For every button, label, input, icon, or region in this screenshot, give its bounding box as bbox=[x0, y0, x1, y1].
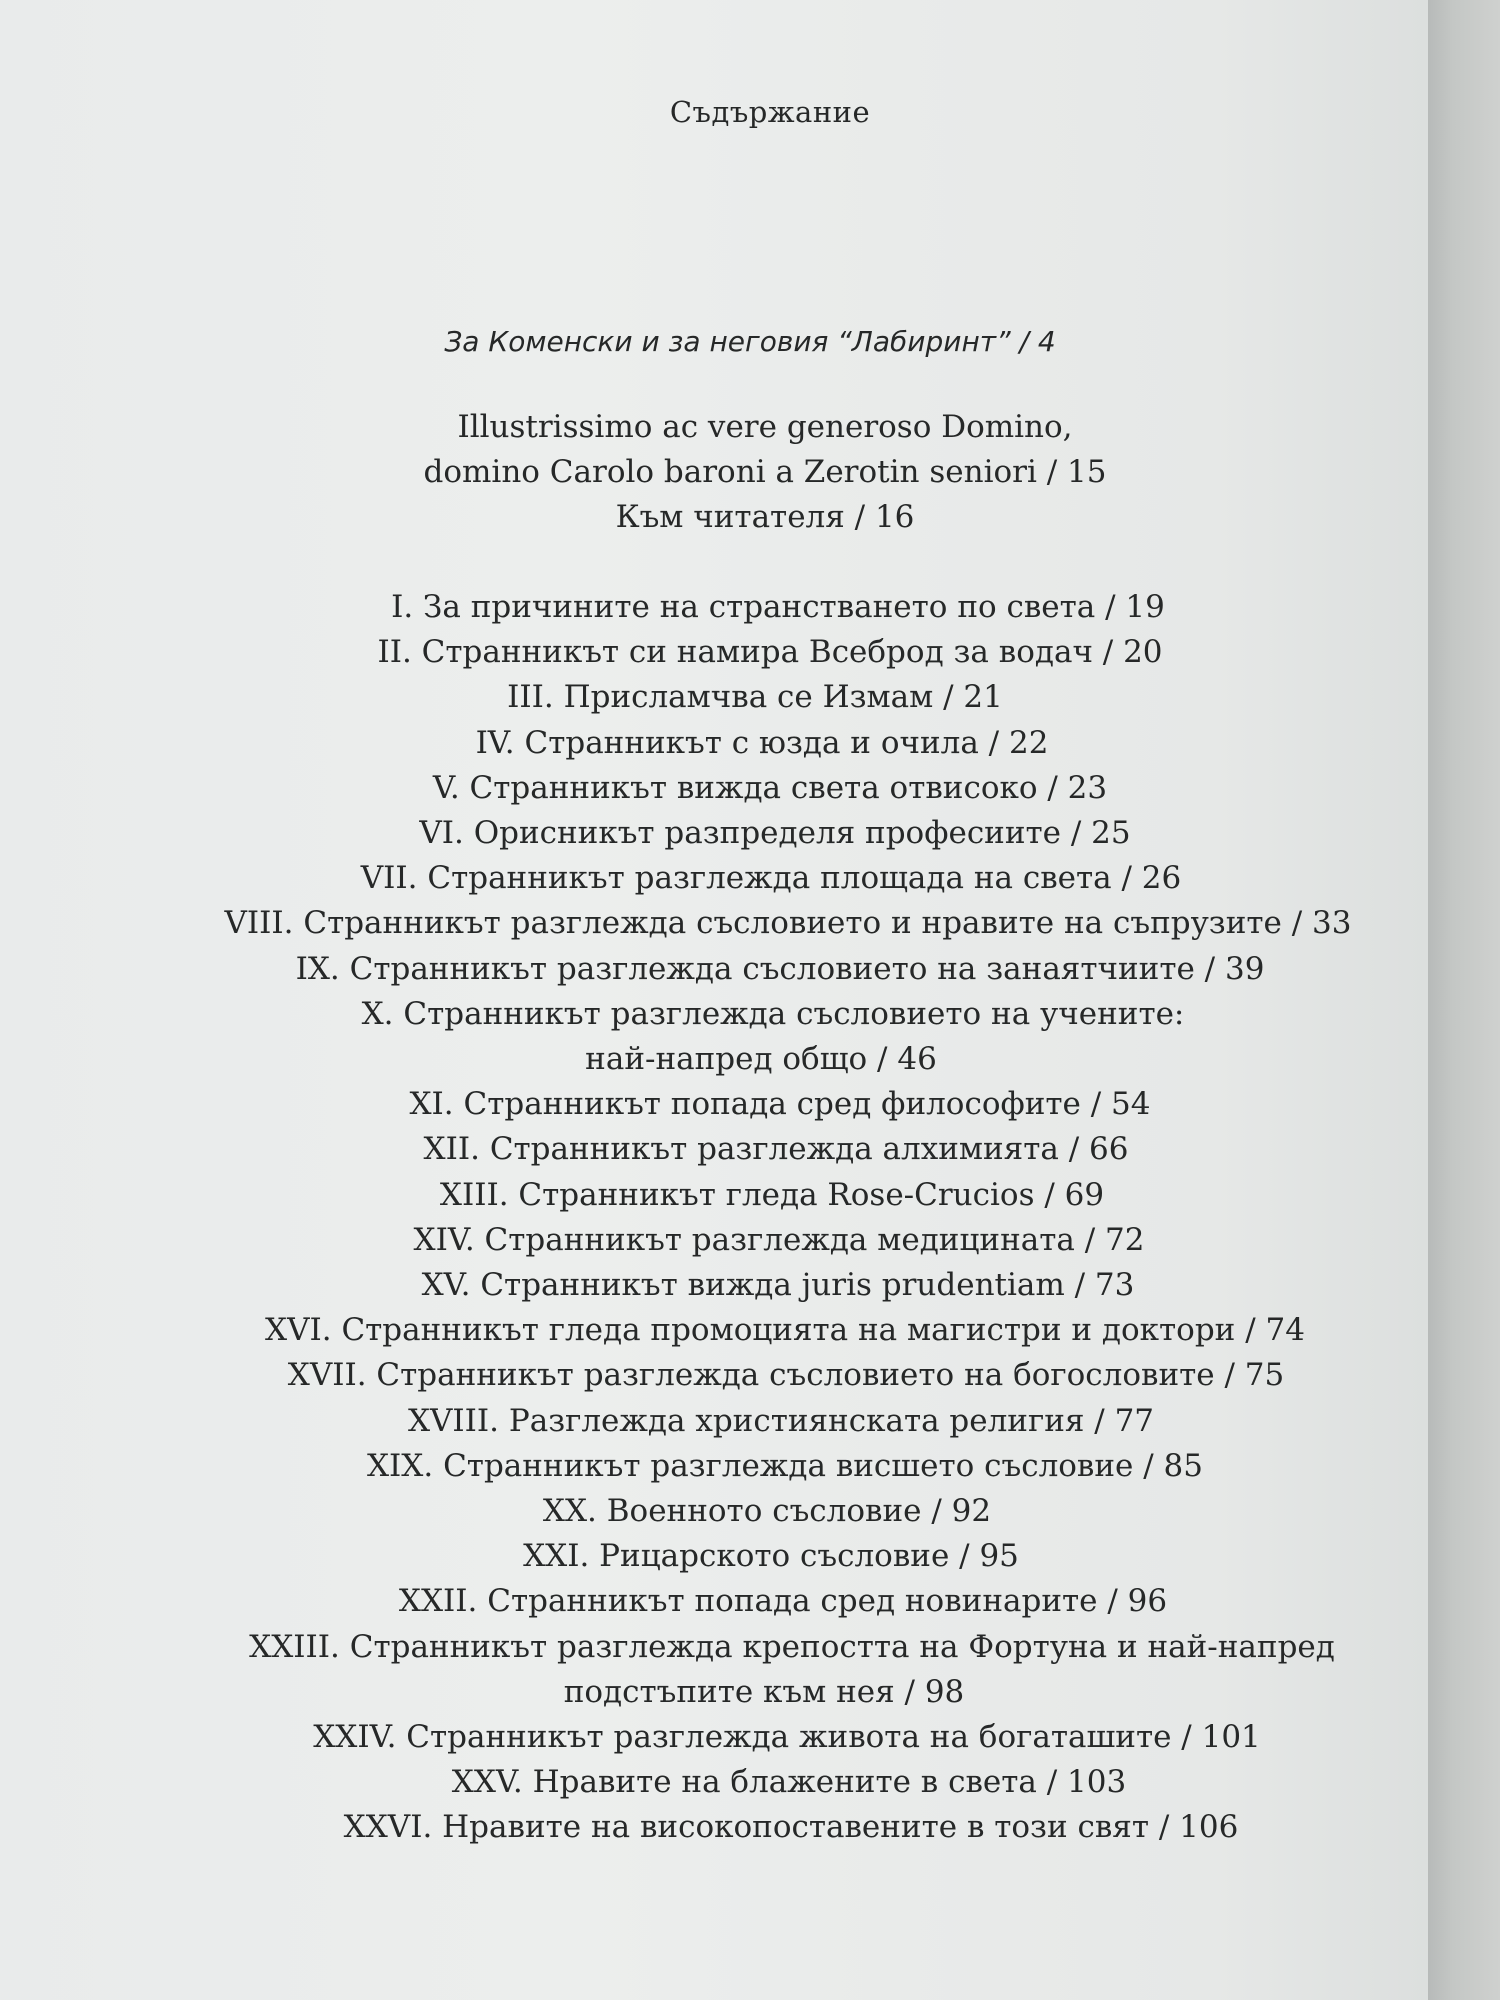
toc-front-matter bbox=[0, 405, 1500, 540]
toc-chapter-line: XIII. Странникът гледа Rose-Crucios / 69 bbox=[439, 1176, 1105, 1213]
toc-chapter-line: IX. Странникът разглежда съсловието на занаятчиите / 39 bbox=[295, 950, 1265, 987]
toc-front-line: domino Carolo baroni a Zerotin seniori / 15 bbox=[423, 454, 1107, 490]
toc-chapter-line: XXVI. Нравите на високопоставените в този свят / 106 bbox=[343, 1809, 1239, 1846]
toc-chapter-line: X. Странникът разглежда съсловието на учените: bbox=[361, 995, 1185, 1032]
toc-chapter-line: XVII. Странникът разглежда съсловието на богословите / 75 bbox=[287, 1357, 1285, 1394]
toc-chapter-line: XI. Странникът попада сред философите / 54 bbox=[409, 1086, 1151, 1123]
page-title: Съдържание bbox=[669, 95, 871, 129]
toc-chapter-list bbox=[0, 585, 1500, 1851]
toc-chapter-line: IV. Странникът с юзда и очила / 22 bbox=[475, 724, 1049, 761]
toc-chapter-line: V. Странникът вижда света отвисоко / 23 bbox=[432, 769, 1108, 806]
toc-chapter-line: XII. Странникът разглежда алхимията / 66 bbox=[423, 1131, 1129, 1168]
toc-chapter-line: XX. Военното съсловие / 92 bbox=[542, 1493, 992, 1530]
toc-chapter-line: XXII. Странникът попада сред новинарите / 96 bbox=[398, 1583, 1168, 1620]
toc-chapter-line: VI. Орисникът разпределя професиите / 25 bbox=[419, 815, 1131, 852]
toc-chapter-line: XXI. Рицарското съсловие / 95 bbox=[523, 1538, 1019, 1575]
toc-chapter-line: VII. Странникът разглежда площада на света / 26 bbox=[360, 860, 1182, 897]
toc-chapter-line: най-напред общо / 46 bbox=[585, 1041, 937, 1078]
toc-front-line: Illustrissimo ac vere generoso Domino, bbox=[457, 409, 1073, 445]
toc-front-line: Към читателя / 16 bbox=[615, 499, 915, 535]
toc-chapter-line: подстъпите към нея / 98 bbox=[563, 1673, 965, 1710]
toc-chapter-line: XXV. Нравите на блажените в света / 103 bbox=[451, 1764, 1127, 1801]
toc-chapter-line: II. Странникът си намира Всеброд за водач / 20 bbox=[377, 634, 1163, 671]
toc-chapter-line: III. Присламчва се Измам / 21 bbox=[507, 679, 1003, 716]
toc-chapter-line: XXIV. Странникът разглежда живота на богаташите / 101 bbox=[313, 1719, 1261, 1756]
toc-chapter-line: VIII. Странникът разглежда съсловието и нравите на съпрузите / 33 bbox=[224, 905, 1352, 942]
toc-chapter-line: XV. Странникът вижда juris prudentiam / 73 bbox=[421, 1267, 1135, 1304]
toc-chapter-line: XVIII. Разглежда християнската религия / 77 bbox=[407, 1402, 1155, 1439]
toc-chapter-line: XVI. Странникът гледа промоцията на магистри и доктори / 74 bbox=[265, 1312, 1305, 1349]
toc-chapter-line: XIX. Странникът разглежда висшето съсловие / 85 bbox=[366, 1447, 1203, 1484]
toc-intro-entry: За Коменски и за неговия “Лабиринт” / 4 bbox=[444, 325, 1056, 358]
toc-chapter-line: I. За причините на странстването по света / 19 bbox=[391, 589, 1165, 625]
toc-chapter-line: XIV. Странникът разглежда медицината / 72 bbox=[413, 1221, 1145, 1258]
toc-chapter-line: XXIII. Странникът разглежда крепостта на Фортуна и най-напред bbox=[249, 1628, 1335, 1665]
